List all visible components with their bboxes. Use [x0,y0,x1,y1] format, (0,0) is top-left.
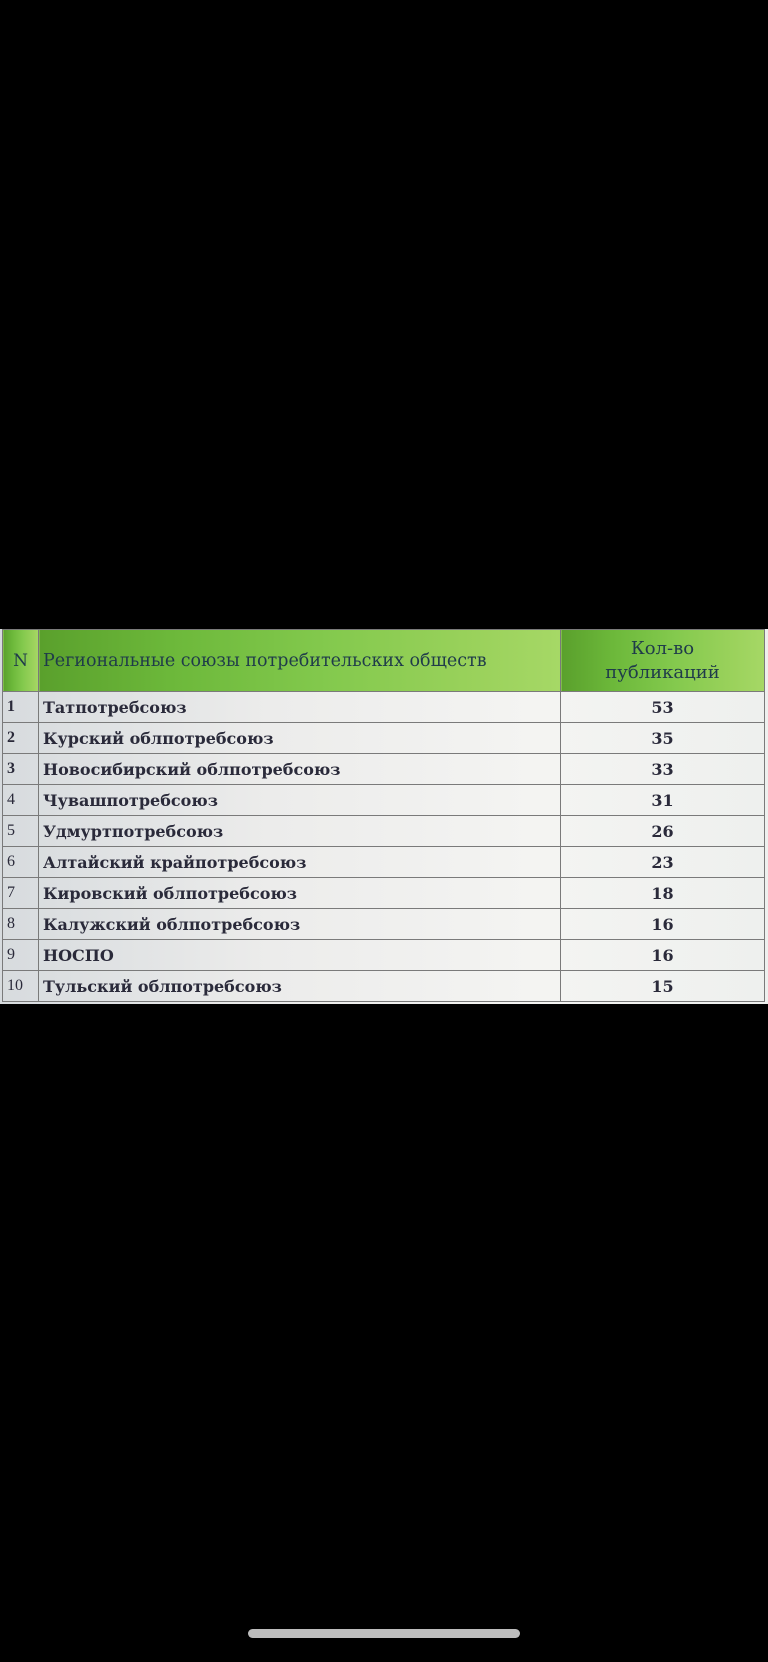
row-count: 33 [561,754,765,785]
table-row [3,878,765,909]
row-number: 7 [3,878,39,909]
row-count: 31 [561,785,765,816]
row-count: 18 [561,878,765,909]
table-row [3,940,765,971]
row-number: 2 [3,723,39,754]
table-row [3,909,765,940]
row-number: 10 [3,971,39,1002]
row-count: 15 [561,971,765,1002]
row-union-name: НОСПО [39,940,561,971]
table-row [3,971,765,1002]
table-row [3,785,765,816]
publications-table [2,629,765,1002]
table-photo [0,629,768,1004]
table-header-row [3,630,765,692]
table-row [3,692,765,723]
row-union-name: Курский облпотребсоюз [39,723,561,754]
row-union-name: Кировский облпотребсоюз [39,878,561,909]
table-row [3,754,765,785]
row-count: 35 [561,723,765,754]
header-union-name: Региональные союзы потребительских обществ [39,630,561,692]
row-union-name: Алтайский крайпотребсоюз [39,847,561,878]
header-publication-count [561,630,765,692]
row-count: 16 [561,909,765,940]
row-union-name: Чувашпотребсоюз [39,785,561,816]
row-count: 26 [561,816,765,847]
row-count: 16 [561,940,765,971]
table-row [3,723,765,754]
row-number: 3 [3,754,39,785]
home-indicator[interactable] [248,1629,520,1638]
row-union-name: Тульский облпотребсоюз [39,971,561,1002]
row-number: 8 [3,909,39,940]
table-row [3,816,765,847]
table-row [3,847,765,878]
row-number: 9 [3,940,39,971]
row-number: 1 [3,692,39,723]
header-number: N [3,630,39,692]
row-number: 4 [3,785,39,816]
row-count: 23 [561,847,765,878]
row-union-name: Татпотребсоюз [39,692,561,723]
header-count-line1: Кол-во [630,638,695,660]
row-number: 6 [3,847,39,878]
row-union-name: Калужский облпотребсоюз [39,909,561,940]
row-count: 53 [561,692,765,723]
row-union-name: Удмуртпотребсоюз [39,816,561,847]
header-count-line2: публикаций [605,661,720,683]
row-union-name: Новосибирский облпотребсоюз [39,754,561,785]
row-number: 5 [3,816,39,847]
